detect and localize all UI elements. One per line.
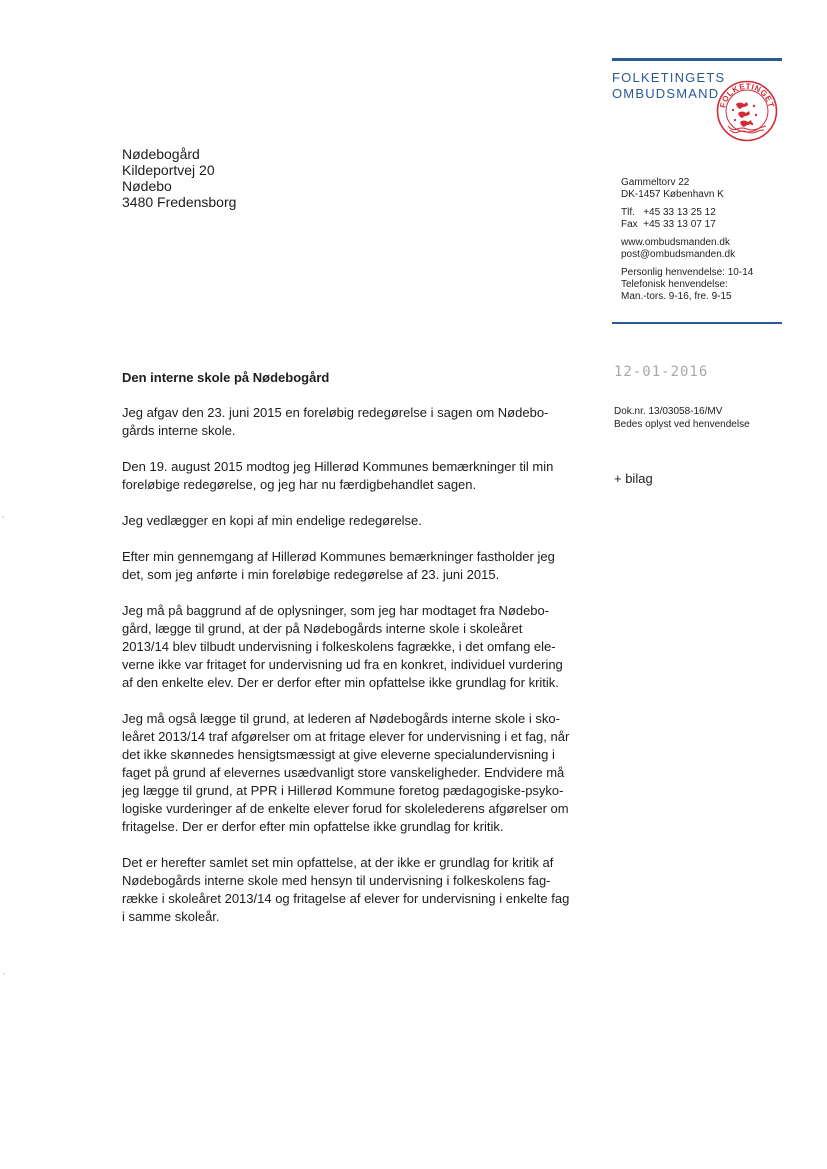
text-line: gårds interne skole. [122,423,236,438]
recipient-line: Kildeportvej 20 [122,162,215,178]
text-line: foreløbige redegørelse, og jeg har nu færdigbehandlet sagen. [122,477,477,492]
text-line: logiske vurderinger af de enkelte elever forud for skolelederens afgørelser om [122,801,569,816]
text-line: Det er herefter samlet set min opfattelse, at der ikke er grundlag for kritik af [122,855,554,870]
sender-website: www.ombudsmanden.dk [621,237,730,248]
paragraph [122,602,592,692]
svg-text:FOLKETINGET: FOLKETINGET [718,81,776,109]
text-line: Nødebogårds interne skole med hensyn til undervisning i folkeskolens fag- [122,873,551,888]
sender-contact-block [621,177,753,309]
document-number: Dok.nr. 13/03058-16/MV [614,406,723,417]
text-line: Jeg afgav den 23. juni 2015 en foreløbig redegørelse i sagen om Nødebo- [122,405,549,420]
attachment-note: + bilag [614,471,653,486]
text-line: fritagelse. Der er derfor efter min opfattelse ikke grundlag for kritik. [122,819,504,834]
sender-email: post@ombudsmanden.dk [621,249,736,260]
recipient-line: Nødebo [122,178,172,194]
text-line: 2013/14 blev tilbudt undervisning i folkeskolens fagrække, i det omfang ele- [122,639,556,654]
recipient-line: Nødebogård [122,146,200,162]
paragraph [122,710,592,836]
text-line: det, som jeg anførte i min foreløbige redegørelse af 23. juni 2015. [122,567,500,582]
text-line: Den 19. august 2015 modtog jeg Hillerød Kommunes bemærkninger til min [122,459,554,474]
brand-line-2: OMBUDSMAND [612,86,720,101]
text-line: Jeg må også lægge til grund, at lederen af Nødebogårds interne skole i sko- [122,711,560,726]
sender-address-city: DK-1457 København K [621,189,724,200]
text-line: Efter min gennemgang af Hillerød Kommunes bemærkninger fastholder jeg [122,549,555,564]
paragraph [122,512,592,530]
letter-body [122,404,592,944]
institution-logo-text [612,70,725,102]
sender-phone: Tlf. +45 33 13 25 12 [621,207,716,218]
scan-speck [3,973,5,975]
paragraph [122,548,592,584]
text-line: leåret 2013/14 traf afgørelser om at fritage elever for undervisning i et fag, når [122,729,570,744]
text-line: af den enkelte elev. Der er derfor efter min opfattelse ikke grundlag for kritik. [122,675,559,690]
sender-address-street: Gammeltorv 22 [621,177,690,188]
opening-hours-phone-label: Telefonisk henvendelse: [621,279,728,290]
letter-title: Den interne skole på Nødebogård [122,370,330,385]
text-line: faget på grund af elevernes usædvanligt store vanskeligheder. Endvidere må [122,765,565,780]
text-line: Jeg må på baggrund af de oplysninger, som jeg har modtaget fra Nødebo- [122,603,550,618]
scan-speck [2,516,4,518]
text-line: det ikke skønnedes hensigtsmæssigt at give eleverne specialundervisning i [122,747,555,762]
paragraph [122,854,592,926]
brand-line-1: FOLKETINGETS [612,70,726,85]
text-line: verne ikke var fritaget for undervisning ud fra en konkret, individuel vurdering [122,657,563,672]
opening-hours-personal: Personlig henvendelse: 10-14 [621,267,754,278]
text-line: gård, lægge til grund, at der på Nødebogårds interne skole i skoleåret [122,621,523,636]
recipient-address [122,146,236,210]
paragraph [122,404,592,440]
sender-fax: Fax +45 33 13 07 17 [621,219,716,230]
contact-bottom-rule [612,322,782,324]
document-number-note: Bedes oplyst ved henvendelse [614,419,750,430]
text-line: række i skoleåret 2013/14 og fritagelse af elever for undervisning i enkelte fag [122,891,570,906]
opening-hours-phone: Man.-tors. 9-16, fre. 9-15 [621,291,732,302]
date-stamp: 12-01-2016 [614,364,709,380]
text-line: jeg lægge til grund, at PPR i Hillerød Kommune foretog pædagogiske-psyko- [122,783,564,798]
parliament-seal-icon [716,80,778,142]
recipient-line: 3480 Fredensborg [122,194,237,210]
header-top-rule [612,58,782,61]
text-line: Jeg vedlægger en kopi af min endelige redegørelse. [122,513,422,528]
document-number-block [614,405,750,431]
text-line: i samme skoleår. [122,909,220,924]
paragraph [122,458,592,494]
